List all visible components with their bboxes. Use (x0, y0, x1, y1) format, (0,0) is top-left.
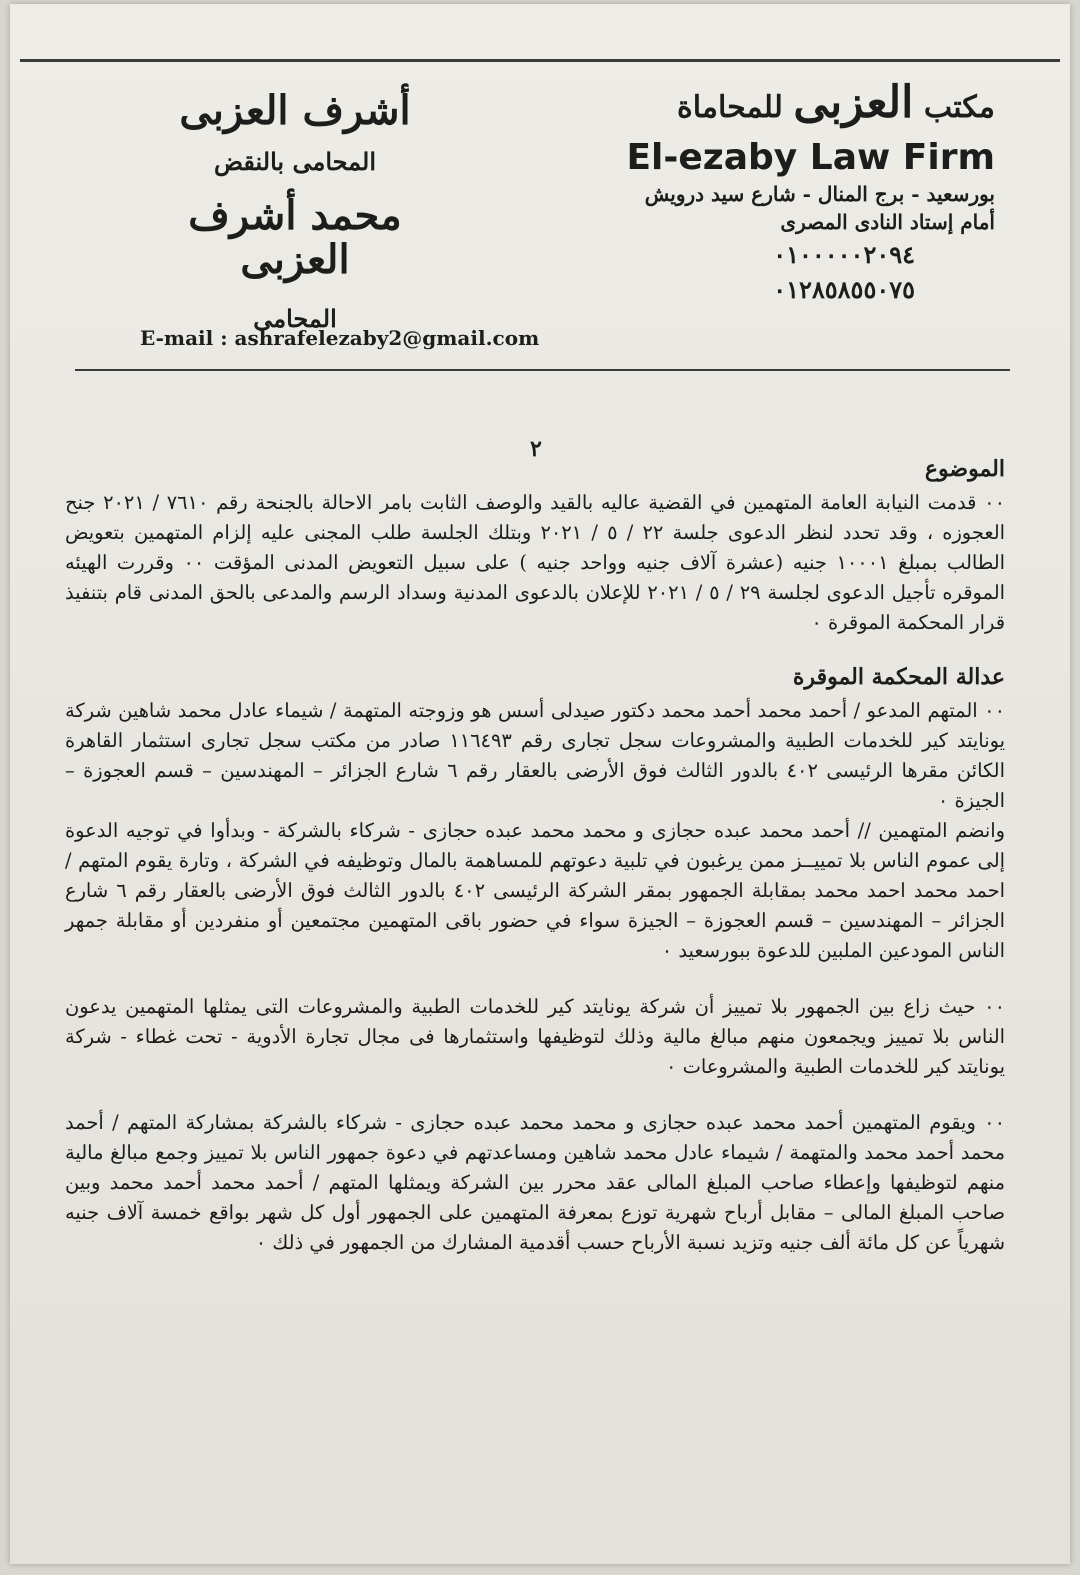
court-paragraph-2: وانضم المتهمين // أحمد محمد عبده حجازى و محمد محمد عبده حجازى - شركاء بالشركة - وبدأوا في توجيه الدعوة إلى عموم الناس بلا تمييــز ممن يرغبون في تلبية دعوتهم للمساهمة بالمال وتوظيفه في الشركة ، وتارة يقوم المتهم / احمد محمد احمد محمد بمقابلة الجمهور بمقر الشركة الرئيسى ٤٠٢ بالدور الثالث فوق الأرضى بالعقار رقم ٦ شارع الجزائر – المهندسين – قسم العجوزة – الجيزة سواء في حضور باقى المتهمين مجتمعين أو منفردين أو مقابلة جمهر الناس المودعين الملبين للدعوة ببورسعيد ٠ (65, 819, 1005, 962)
lawyer2-name: محمد أشرف العزبى (188, 192, 402, 283)
office-name: العزبى (793, 77, 914, 128)
office-suffix: للمحاماة (677, 90, 783, 125)
lawyers-header (135, 89, 455, 333)
subject-paragraph: ٠٠ قدمت النيابة العامة المتهمين في القضية عاليه بالقيد والوصف الثابت بامر الاحالة بالجنحة رقم ٧٦١٠ / ٢٠٢١ جنح العجوزه ، وقد تحدد لنظر الدعوى جلسة ٢٢ / ٥ / ٢٠٢١ وبتلك الجلسة طلب المجنى عليه إلزام المتهمين بتعويض الطالب بمبلغ ١٠٠٠١ جنيه (عشرة آلاف جنيه وواحد جنيه ) على سبيل التعويض المدنى المؤقت ٠٠ وقررت الهيئه الموقره تأجيل الدعوى لجلسة ٢٩ / ٥ / ٢٠٢١ للإعلان بالدعوى المدنية وسداد الرسم والمدعى بالحق المدنى قام بتنفيذ قرار المحكمة الموقرة ٠ (65, 491, 1005, 634)
court-paragraph-1: ٠٠ المتهم المدعو / أحمد محمد أحمد محمد دكتور صيدلى أسس هو وزوجته المتهمة / شيماء عادل محمد شاهين شركة يونايتد كير للخدمات الطبية والمشروعات سجل تجارى رقم ١١٦٤٩٣ صادر من مكتب سجل تجارى استثمار القاهرة الكائن مقرها الرئيسى ٤٠٢ بالدور الثالث فوق الأرضى بالعقار رقم ٦ شارع الجزائر – المهندسين – قسم العجوزة – الجيزة ٠ (65, 699, 1006, 812)
office-prefix: مكتب (923, 90, 995, 125)
office-phone-1: ٠١٠٠٠٠٠٢٠٩٤ (773, 240, 915, 270)
subject-heading: الموضوع (924, 456, 1005, 482)
lawyer1-name: أشرف العزبى (179, 87, 411, 134)
office-header (565, 79, 995, 304)
document-page (10, 4, 1070, 1564)
court-heading: عدالة المحكمة الموقرة (792, 664, 1005, 690)
office-address-line2: أمام إستاد النادى المصرى (780, 210, 995, 235)
email-address: E-mail : ashrafelezaby2@gmail.com (140, 326, 540, 350)
office-address-line1: بورسعيد - برج المنال - شارع سيد درويش (644, 182, 995, 207)
document-body (65, 456, 1005, 1258)
page-number: ٢ (530, 436, 542, 462)
paragraph-3: ٠٠ حيث زاع بين الجمهور بلا تمييز أن شركة يونايتد كير للخدمات الطبية والمشروعات التى يمثلها المتهمين يدعون الناس بلا تمييز ويجمعون منهم مبالغ مالية وذلك لتوظيفها واستثمارها فى مجال تجارة الأدوية - تحت غطاء - شركة يونايتد كير للخدمات الطبية والمشروعات ٠ (65, 995, 1005, 1078)
lawyer2-title: المحامى (253, 304, 337, 333)
top-border-line (20, 59, 1060, 62)
header-separator (75, 369, 1010, 371)
office-phone-2: ٠١٢٨٥٨٥٥٠٧٥ (773, 275, 915, 305)
office-name-row (565, 79, 995, 127)
office-name-english: El-ezaby Law Firm (626, 137, 995, 179)
lawyer1-title: المحامى بالنقض (214, 147, 376, 176)
paragraph-4: ٠٠ ويقوم المتهمين أحمد محمد عبده حجازى و محمد محمد عبده حجازى - شركاء بالشركة بمشاركة المتهم / أحمد محمد أحمد محمد والمتهمة / شيماء عادل محمد شاهين ومساعدتهم في دعوة جمهور الناس بلا تمييز وجمع مبالغ مالية منهم لتوظيفها وإعطاء صاحب المبلغ المالى عقد محرر بين الشركة ويمثلها المتهم / أحمد محمد أحمد محمد وبين صاحب المبلغ المالى – مقابل أرباح شهرية توزع بمعرفة المتهمين على الجمهور أول كل شهر بواقع خمسة آلاف جنيه شهرياً عن كل مائة ألف جنيه وتزيد نسبة الأرباح حسب أقدمية المشارك من الجمهور في ذلك ٠ (65, 1111, 1005, 1254)
